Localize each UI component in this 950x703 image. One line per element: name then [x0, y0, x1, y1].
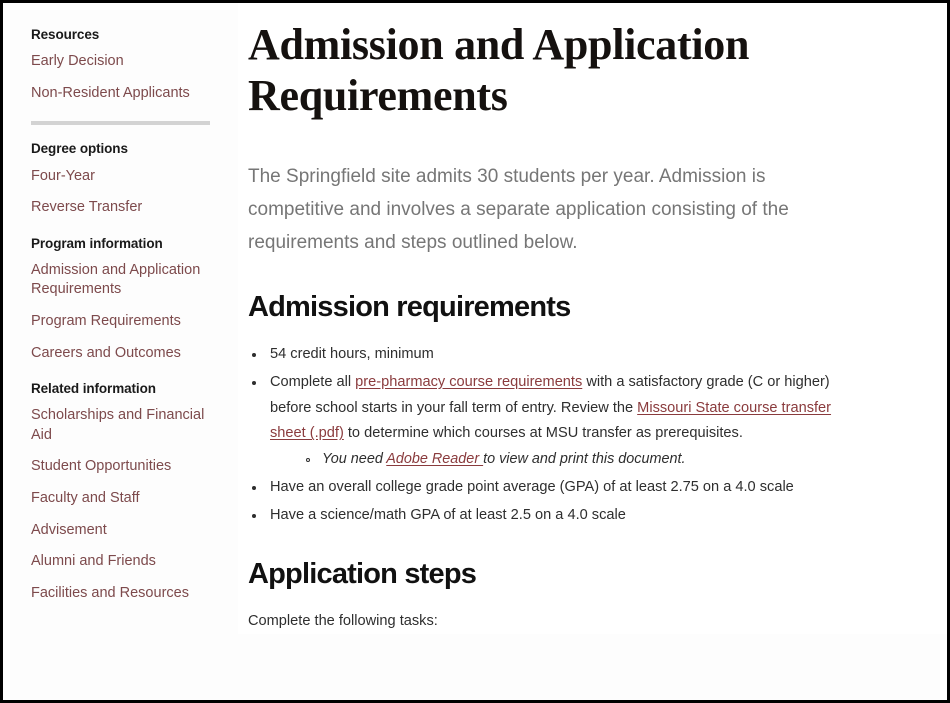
page-inner — [3, 3, 947, 700]
sidebar-group-degree-options — [31, 141, 224, 217]
sidebar-heading-degree-options: Degree options — [31, 141, 128, 157]
list-item — [248, 342, 840, 368]
requirement-prepharmacy-text-1: Complete all — [270, 373, 356, 390]
list-item — [248, 503, 840, 529]
list-item — [248, 370, 840, 474]
sidebar-item-four-year[interactable]: Four-Year — [31, 167, 95, 184]
adobe-reader-note-list — [270, 447, 840, 473]
sidebar-item-early-decision[interactable]: Early Decision — [31, 53, 124, 70]
intro-paragraph: The Springfield site admits 30 students per year. Admission is competitive and involves a separate application consisting of the requirements and steps outlined below. — [248, 165, 789, 254]
sidebar-group-resources — [31, 27, 224, 103]
list-item — [306, 447, 840, 473]
admission-requirements-list — [248, 342, 887, 530]
sidebar-divider — [31, 121, 210, 125]
adobe-note-text-1: You need — [322, 451, 387, 468]
list-item — [248, 475, 840, 501]
sidebar-item-program-requirements[interactable]: Program Requirements — [31, 312, 181, 329]
requirement-prepharmacy-text-2: with a satisfactory grade (C or higher) before school starts in your fall term of entry. Review the — [270, 373, 830, 416]
sidebar-item-reverse-transfer[interactable]: Reverse Transfer — [31, 199, 143, 216]
sidebar-heading-related-information: Related information — [31, 381, 156, 397]
sidebar-item-admission-and-application-requirements[interactable]: Admission and Application Requirements — [31, 261, 201, 298]
link-missouri-state-course-transfer-sheet-pdf[interactable]: Missouri State course transfer sheet (.pdf) — [270, 399, 832, 442]
requirement-science-math-gpa: Have a science/math GPA of at least 2.5 on a 4.0 scale — [270, 507, 626, 524]
section-heading-admission-requirements: Admission requirements — [248, 290, 571, 323]
requirement-prepharmacy-text-3: to determine which courses at MSU transfer as prerequisites. — [343, 425, 743, 442]
link-pre-pharmacy-course-requirements[interactable]: pre-pharmacy course requirements — [355, 373, 583, 390]
adobe-note-text-2: to view and print this document. — [483, 451, 686, 468]
section-heading-application-steps: Application steps — [248, 558, 477, 591]
sidebar-heading-resources: Resources — [31, 27, 100, 42]
sidebar-item-facilities-and-resources[interactable]: Facilities and Resources — [31, 584, 189, 601]
sidebar-item-student-opportunities[interactable]: Student Opportunities — [31, 458, 172, 475]
requirement-credit-hours: 54 credit hours, minimum — [270, 345, 434, 362]
sidebar-item-careers-and-outcomes[interactable]: Careers and Outcomes — [31, 344, 181, 361]
sidebar-item-alumni-and-friends[interactable]: Alumni and Friends — [31, 553, 156, 570]
sidebar-item-advisement[interactable]: Advisement — [31, 521, 107, 538]
sidebar-navigation — [3, 3, 238, 603]
sidebar-heading-program-information: Program information — [31, 235, 163, 251]
sidebar-item-scholarships-and-financial-aid[interactable]: Scholarships and Financial Aid — [31, 407, 205, 443]
sidebar-item-faculty-and-staff[interactable]: Faculty and Staff — [31, 489, 140, 506]
requirement-overall-gpa: Have an overall college grade point average (GPA) of at least 2.75 on a 4.0 scale — [270, 479, 794, 496]
application-steps-intro: Complete the following tasks: — [248, 613, 438, 630]
sidebar-item-non-resident-applicants[interactable]: Non-Resident Applicants — [31, 84, 190, 101]
sidebar-group-related-information — [31, 381, 224, 603]
page-title: Admission and Application Requirements — [248, 20, 750, 121]
sidebar-group-program-information — [31, 236, 224, 363]
main-content — [238, 3, 947, 634]
link-adobe-reader[interactable]: Adobe Reader — [386, 451, 484, 468]
